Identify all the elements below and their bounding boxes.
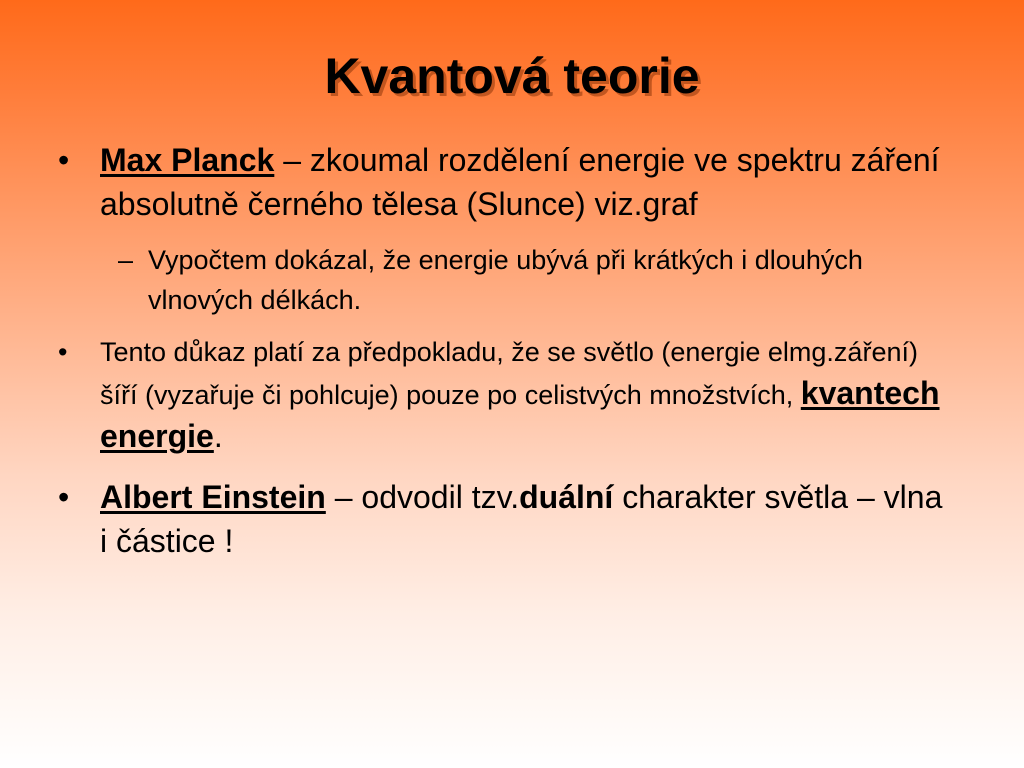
bullet-text-continued: charakter světla – vlna i částice ! bbox=[100, 479, 943, 559]
dash-icon: – bbox=[118, 245, 134, 275]
sub-bullet-item-calculation bbox=[118, 240, 958, 320]
emphasis-dualni: duální bbox=[519, 479, 614, 515]
sub-bullet-text: Vypočtem dokázal, že energie ubývá při krátkých i dlouhých vlnových délkách. bbox=[148, 245, 863, 315]
bullet-icon: • bbox=[58, 337, 68, 367]
bullet-icon: • bbox=[58, 142, 70, 178]
bullet-item-albert-einstein bbox=[58, 475, 958, 563]
slide-content bbox=[58, 138, 958, 563]
bullet-text: Tento důkaz platí za předpokladu, že se světlo (energie elmg.záření) šíří (vyzařuje či pohlcuje) pouze po celistvých množstvích, bbox=[100, 337, 918, 410]
bullet-text-tail: . bbox=[213, 418, 223, 454]
bullet-item-quantum-proof bbox=[58, 332, 958, 459]
bullet-text: – zkoumal rozdělení energie ve spektru záření absolutně černého tělesa (Slunce) viz.graf bbox=[100, 142, 940, 222]
key-term-albert-einstein: Albert Einstein bbox=[100, 479, 326, 515]
bullet-text: – odvodil tzv. bbox=[325, 479, 520, 515]
bullet-item-max-planck bbox=[58, 138, 958, 226]
key-term-max-planck: Max Planck bbox=[100, 142, 275, 178]
key-term-kvantech-energie: kvantech energie bbox=[100, 375, 940, 454]
slide-title: Kvantová teorie bbox=[324, 48, 700, 104]
bullet-icon: • bbox=[58, 479, 70, 515]
